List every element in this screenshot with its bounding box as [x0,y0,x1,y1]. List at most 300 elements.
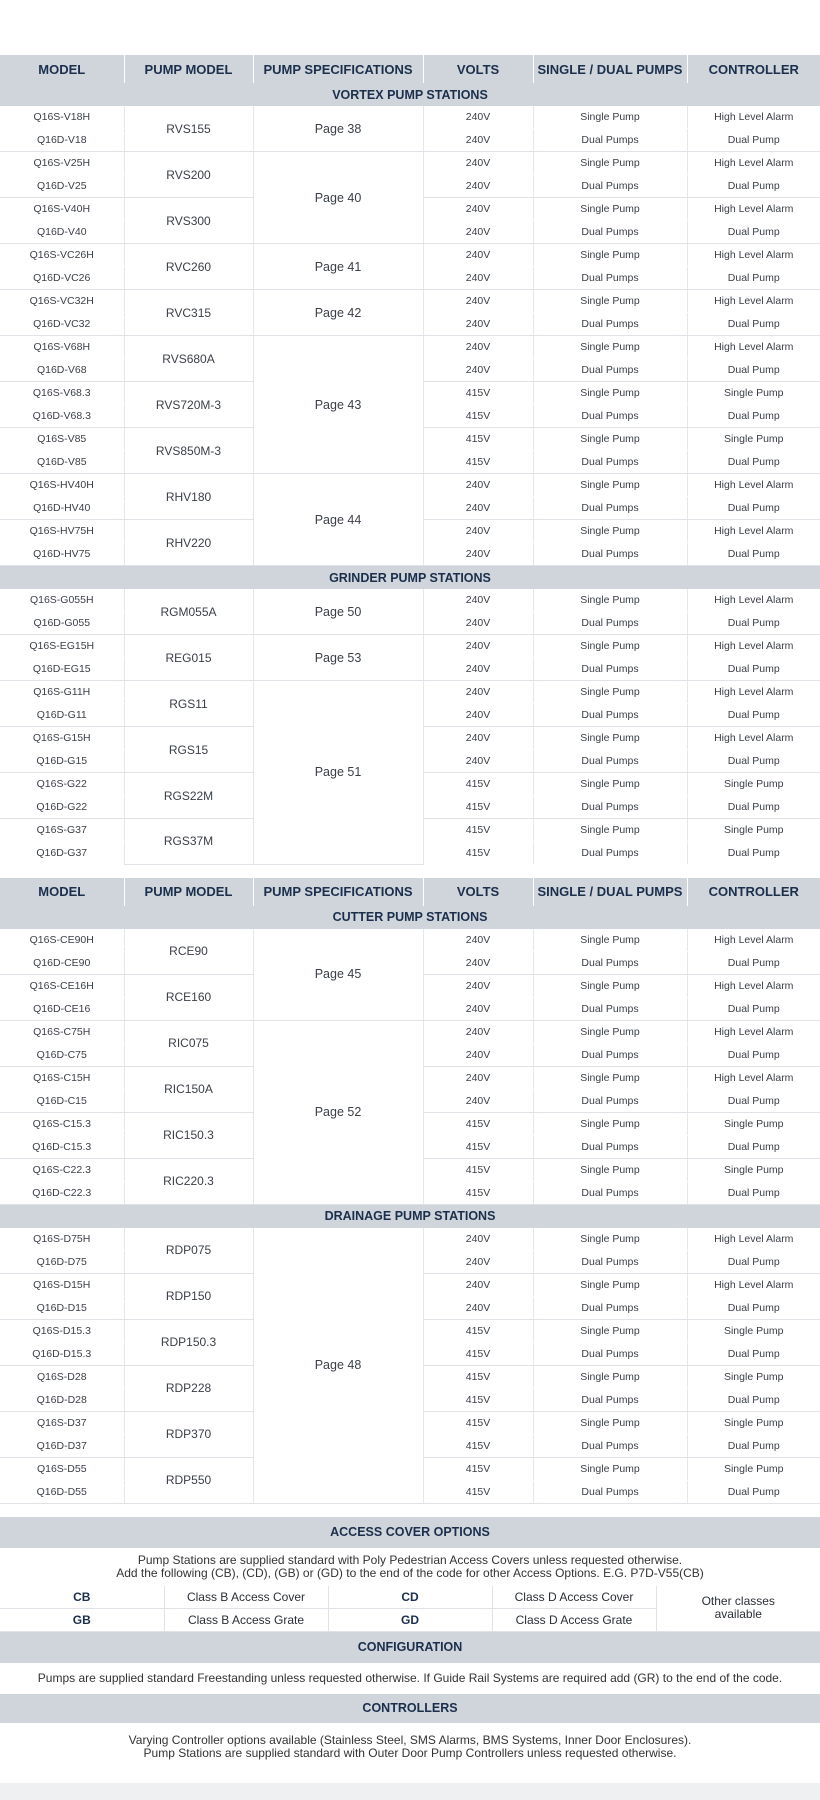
pumps-cell: Single Pump [533,1112,687,1135]
pump-model-cell: RDP550 [124,1457,253,1503]
pump-model-cell: RIC150A [124,1066,253,1112]
table-row [0,929,820,952]
pump-model-cell: RDP150.3 [124,1319,253,1365]
volts-cell: 415V [423,1434,533,1457]
controller-cell: Dual Pump [687,543,820,566]
model-cell: Q16D-V25 [0,175,124,198]
pumps-cell: Single Pump [533,589,687,612]
model-cell: Q16S-C22.3 [0,1158,124,1181]
model-cell: Q16S-G11H [0,681,124,704]
controller-cell: High Level Alarm [687,635,820,658]
model-cell: Q16D-VC26 [0,267,124,290]
volts-cell: 240V [423,175,533,198]
model-cell: Q16S-V68H [0,336,124,359]
access-row [0,1586,820,1609]
controller-cell: Single Pump [687,1457,820,1480]
pump-model-cell: RHV180 [124,474,253,520]
pump-model-cell: RGS37M [124,819,253,865]
pump-model-cell: RGS11 [124,681,253,727]
pump-table-a [0,55,820,865]
model-cell: Q16D-VC32 [0,313,124,336]
model-cell: Q16S-V25H [0,152,124,175]
controller-cell: High Level Alarm [687,244,820,267]
controller-cell: Dual Pump [687,1480,820,1503]
controller-cell: High Level Alarm [687,520,820,543]
col-header-controller: CONTROLLER [687,55,820,83]
pumps-cell: Dual Pumps [533,842,687,865]
controller-cell: Dual Pump [687,704,820,727]
pumps-cell: Single Pump [533,336,687,359]
pumps-cell: Single Pump [533,382,687,405]
model-cell: Q16S-V68.3 [0,382,124,405]
volts-cell: 240V [423,152,533,175]
model-cell: Q16D-D15.3 [0,1342,124,1365]
controller-cell: High Level Alarm [687,336,820,359]
pumps-cell: Dual Pumps [533,451,687,474]
pump-model-cell: RDP228 [124,1365,253,1411]
model-cell: Q16D-C22.3 [0,1181,124,1204]
pump-model-cell: REG015 [124,635,253,681]
pumps-cell: Single Pump [533,1020,687,1043]
pumps-cell: Single Pump [533,106,687,129]
volts-cell: 240V [423,1043,533,1066]
pumps-cell: Dual Pumps [533,543,687,566]
pump-model-cell: RVS720M-3 [124,382,253,428]
pump-model-cell: RIC150.3 [124,1112,253,1158]
section-row [0,906,820,929]
controller-cell: Dual Pump [687,313,820,336]
model-cell: Q16D-D55 [0,1480,124,1503]
col-header-pump-model: PUMP MODEL [124,55,253,83]
volts-cell: 415V [423,405,533,428]
volts-cell: 240V [423,681,533,704]
model-cell: Q16D-HV75 [0,543,124,566]
controller-cell: Single Pump [687,1319,820,1342]
pumps-cell: Dual Pumps [533,704,687,727]
pump-spec-page-cell: Page 41 [253,244,423,290]
pumps-cell: Dual Pumps [533,1181,687,1204]
pump-model-cell: RVS300 [124,198,253,244]
model-cell: Q16S-VC32H [0,290,124,313]
controllers-note-line-2: Pump Stations are supplied standard with Outer Door Pump Controllers unless requested otherwise. [143,1745,677,1760]
pumps-cell: Single Pump [533,152,687,175]
volts-cell: 415V [423,1457,533,1480]
pump-model-cell: RCE90 [124,929,253,975]
col-header-controller: CONTROLLER [687,878,820,906]
table-row [0,290,820,313]
model-cell: Q16S-HV75H [0,520,124,543]
model-cell: Q16S-G15H [0,727,124,750]
pumps-cell: Dual Pumps [533,951,687,974]
pump-spec-page-cell: Page 48 [253,1228,423,1504]
volts-cell: 240V [423,589,533,612]
volts-cell: 240V [423,635,533,658]
controllers-heading: CONTROLLERS [0,1694,820,1723]
model-cell: Q16S-V18H [0,106,124,129]
controller-cell: Dual Pump [687,1388,820,1411]
section-row [0,83,820,106]
model-cell: Q16D-V68 [0,359,124,382]
section-row [0,566,820,590]
model-cell: Q16S-EG15H [0,635,124,658]
access-code-gb: GB [0,1608,164,1631]
pump-model-cell: RVS200 [124,152,253,198]
pumps-cell: Single Pump [533,1457,687,1480]
access-label-cb: Class B Access Cover [164,1586,328,1609]
table-row [0,106,820,129]
pump-model-cell: RIC075 [124,1020,253,1066]
model-cell: Q16S-V85 [0,428,124,451]
pumps-cell: Dual Pumps [533,1089,687,1112]
table-b-body [0,906,820,1504]
pumps-cell: Single Pump [533,1319,687,1342]
volts-cell: 240V [423,929,533,952]
pumps-cell: Dual Pumps [533,267,687,290]
volts-cell: 415V [423,428,533,451]
pumps-cell: Dual Pumps [533,1296,687,1319]
volts-cell: 415V [423,1480,533,1503]
pumps-cell: Dual Pumps [533,1388,687,1411]
table-row [0,589,820,612]
pumps-cell: Single Pump [533,1411,687,1434]
controller-cell: Dual Pump [687,1135,820,1158]
pump-model-cell: RGS15 [124,727,253,773]
volts-cell: 415V [423,796,533,819]
table-row [0,336,820,359]
model-cell: Q16D-G15 [0,750,124,773]
pumps-cell: Single Pump [533,773,687,796]
pump-model-cell: RGM055A [124,589,253,635]
col-header-pump-specifications: PUMP SPECIFICATIONS [253,878,423,906]
table-a-body [0,83,820,864]
access-label-gb: Class B Access Grate [164,1608,328,1631]
col-header-volts: VOLTS [423,55,533,83]
pumps-cell: Single Pump [533,974,687,997]
controller-cell: Dual Pump [687,1434,820,1457]
volts-cell: 240V [423,313,533,336]
section-row [0,1204,820,1228]
pumps-cell: Single Pump [533,635,687,658]
controller-cell: High Level Alarm [687,1066,820,1089]
model-cell: Q16S-D75H [0,1228,124,1251]
model-cell: Q16D-C15.3 [0,1135,124,1158]
controller-cell: Single Pump [687,1411,820,1434]
pumps-cell: Single Pump [533,474,687,497]
model-cell: Q16D-CE90 [0,951,124,974]
controller-cell: Dual Pump [687,221,820,244]
pump-spec-page-cell: Page 52 [253,1020,423,1204]
volts-cell: 415V [423,819,533,842]
table-row [0,1228,820,1251]
volts-cell: 240V [423,1296,533,1319]
controller-cell: High Level Alarm [687,974,820,997]
section-title: GRINDER PUMP STATIONS [0,566,820,590]
controller-cell: High Level Alarm [687,290,820,313]
model-cell: Q16D-D75 [0,1250,124,1273]
volts-cell: 240V [423,290,533,313]
table-row [0,474,820,497]
pumps-cell: Single Pump [533,198,687,221]
model-cell: Q16S-CE90H [0,929,124,952]
controller-cell: Single Pump [687,819,820,842]
controller-cell: Dual Pump [727,847,780,859]
pumps-cell: Dual Pumps [533,796,687,819]
controller-cell: High Level Alarm [687,152,820,175]
table-row [0,635,820,658]
model-cell: Q16D-V68.3 [0,405,124,428]
pumps-cell: Single Pump [533,1273,687,1296]
access-code-cb: CB [0,1586,164,1609]
model-cell: Q16D-D15 [0,1296,124,1319]
pump-spec-page-cell: Page 44 [253,474,423,566]
table-row [0,1020,820,1043]
model-cell: Q16D-C75 [0,1043,124,1066]
volts-cell: 240V [423,520,533,543]
controller-cell: Dual Pump [687,612,820,635]
controller-cell: Dual Pump [687,405,820,428]
volts-cell: 240V [423,267,533,290]
section-title: DRAINAGE PUMP STATIONS [0,1204,820,1228]
volts-cell: 240V [423,497,533,520]
pumps-cell: Dual Pumps [533,658,687,681]
top-margin [0,0,820,55]
volts-cell: 240V [423,727,533,750]
controller-cell: Dual Pump [687,1250,820,1273]
model-cell: Q16S-D55 [0,1457,124,1480]
volts-cell: 240V [423,951,533,974]
access-label-gd: Class D Access Grate [492,1608,656,1631]
model-cell: Q16S-D15H [0,1273,124,1296]
model-cell: Q16S-G22 [0,773,124,796]
pump-spec-page-cell: Page 38 [253,106,423,152]
controller-cell: High Level Alarm [687,198,820,221]
controller-cell: Dual Pump [687,359,820,382]
pumps-cell: Dual Pumps [533,1135,687,1158]
pumps-cell: Single Pump [533,819,687,842]
model-cell: Q16S-V40H [0,198,124,221]
pumps-cell: Dual Pumps [533,359,687,382]
volts-cell: 240V [423,359,533,382]
pump-model-cell: RDP075 [124,1228,253,1274]
pump-spec-page-cell: Page 42 [253,290,423,336]
controller-cell: Dual Pump [687,997,820,1020]
pumps-cell: Single Pump [533,681,687,704]
volts-cell: 240V [423,336,533,359]
column-header-row [0,878,820,906]
controller-cell: High Level Alarm [687,929,820,952]
volts-cell: 415V [423,1365,533,1388]
model-cell: Q16S-C75H [0,1020,124,1043]
volts-cell: 240V [423,1273,533,1296]
access-cover-options-heading: ACCESS COVER OPTIONS [0,1517,820,1548]
pumps-cell: Single Pump [533,1158,687,1181]
col-header-pump-model: PUMP MODEL [124,878,253,906]
configuration-note: Pumps are supplied standard Freestanding unless requested otherwise. If Guide Rail Systems are required add (GR) to the end of the code. [37,1670,783,1685]
pumps-cell: Dual Pumps [533,1480,687,1503]
spacer [0,1723,820,1734]
column-header-row [0,55,820,83]
volts-cell: 415V [423,773,533,796]
model-cell: Q16S-VC26H [0,244,124,267]
model-cell: Q16S-D37 [0,1411,124,1434]
model-cell: Q16D-CE16 [0,997,124,1020]
volts-cell: 240V [423,1020,533,1043]
controller-cell: High Level Alarm [687,681,820,704]
controller-cell: Dual Pump [687,267,820,290]
pumps-cell: Dual Pumps [533,129,687,152]
pump-model-cell: RVS680A [124,336,253,382]
model-cell: Q16D-D28 [0,1388,124,1411]
model-cell: Q16S-C15H [0,1066,124,1089]
section-title: VORTEX PUMP STATIONS [0,83,820,106]
model-cell: Q16D-G11 [0,704,124,727]
pump-spec-page-cell: Page 45 [253,929,423,1021]
model-cell: Q16D-C15 [0,1089,124,1112]
volts-cell: 240V [423,997,533,1020]
volts-cell: 415V [423,1112,533,1135]
pump-model-cell: RVS155 [124,106,253,152]
controller-cell: Dual Pump [687,175,820,198]
controller-cell: High Level Alarm [687,1020,820,1043]
model-cell: Q16S-HV40H [0,474,124,497]
page-bottom-edge [0,1783,820,1800]
volts-cell: 240V [423,704,533,727]
volts-cell: 240V [423,198,533,221]
other-classes-line-2: available [714,1607,762,1621]
controller-cell: Single Pump [687,428,820,451]
controller-cell: Dual Pump [687,451,820,474]
controller-cell: Dual Pump [687,1043,820,1066]
pump-model-cell: RCE160 [124,974,253,1020]
volts-cell: 240V [423,244,533,267]
controller-cell: Dual Pump [687,1296,820,1319]
model-cell: Q16S-G055H [0,589,124,612]
controller-cell: Dual Pump [687,658,820,681]
model-cell: Q16D-HV40 [0,497,124,520]
pump-model-cell: RIC220.3 [124,1158,253,1204]
controller-cell: Dual Pump [687,951,820,974]
volts-cell: 240V [423,129,533,152]
access-label-cd: Class D Access Cover [492,1586,656,1609]
access-class-table [0,1586,820,1632]
volts-cell: 240V [423,1228,533,1251]
controller-cell: Single Pump [687,773,820,796]
section-title: CUTTER PUMP STATIONS [0,906,820,929]
col-header-model: MODEL [0,55,124,83]
controller-cell: High Level Alarm [687,474,820,497]
col-header-pump-specifications: PUMP SPECIFICATIONS [253,55,423,83]
model-cell: Q16D-V85 [0,451,124,474]
col-header-single-dual-pumps: SINGLE / DUAL PUMPS [533,878,687,906]
pump-model-cell: RVS850M-3 [124,428,253,474]
controller-cell: Dual Pump [687,497,820,520]
controller-cell: Single Pump [687,382,820,405]
model-cell: Q16S-G37 [0,819,124,842]
controller-cell: Dual Pump [687,750,820,773]
volts-cell: 240V [423,1250,533,1273]
other-classes-note [656,1586,820,1632]
model-cell: Q16S-D15.3 [0,1319,124,1342]
volts-cell: 415V [423,1319,533,1342]
controller-cell: Dual Pump [687,1181,820,1204]
volts-cell: 415V [423,1158,533,1181]
section-gap [0,865,820,878]
controllers-note-line-1: Varying Controller options available (Stainless Steel, SMS Alarms, BMS Systems, Inner Door Enclosures). [128,1732,692,1747]
model-cell: Q16D-G055 [0,612,124,635]
controller-cell: Single Pump [687,1365,820,1388]
volts-cell: 240V [423,1066,533,1089]
col-header-single-dual-pumps: SINGLE / DUAL PUMPS [533,55,687,83]
model-cell: Q16D-EG15 [0,658,124,681]
pump-model-cell: RDP150 [124,1273,253,1319]
pumps-cell: Single Pump [533,428,687,451]
pumps-cell: Dual Pumps [533,997,687,1020]
pump-spec-page-cell: Page 40 [253,152,423,244]
volts-cell: 415V [423,842,533,865]
pumps-cell: Dual Pumps [533,497,687,520]
pumps-cell: Single Pump [533,1228,687,1251]
volts-cell: 415V [423,1388,533,1411]
pump-model-cell: RDP370 [124,1411,253,1457]
controller-cell: Dual Pump [687,796,820,819]
volts-cell: 240V [423,612,533,635]
pumps-cell: Single Pump [533,1365,687,1388]
controller-cell: High Level Alarm [687,1273,820,1296]
access-note-line-2: Add the following (CB), (CD), (GB) or (GD) to the end of the code for other Access Options. E.G. P7D-V55(CB) [116,1565,704,1580]
model-cell: Q16D-G22 [0,796,124,819]
pumps-cell: Dual Pumps [533,1250,687,1273]
other-classes-line-1: Other classes [701,1594,775,1608]
pumps-cell: Single Pump [533,929,687,952]
volts-cell: 415V [423,382,533,405]
pumps-cell: Dual Pumps [533,750,687,773]
volts-cell: 415V [423,1342,533,1365]
model-cell: Q16D-D37 [0,1434,124,1457]
pumps-cell: Dual Pumps [533,1434,687,1457]
pumps-cell: Dual Pumps [533,175,687,198]
pumps-cell: Dual Pumps [533,612,687,635]
volts-cell: 240V [423,106,533,129]
col-header-model: MODEL [0,878,124,906]
access-note-line-1: Pump Stations are supplied standard with Poly Pedestrian Access Covers unless requested otherwise. [137,1552,683,1567]
volts-cell: 240V [423,658,533,681]
pumps-cell: Dual Pumps [533,313,687,336]
controller-cell: High Level Alarm [687,727,820,750]
table-row [0,681,820,704]
volts-cell: 415V [423,1411,533,1434]
pumps-cell: Single Pump [533,520,687,543]
table-row [0,152,820,175]
controller-cell: High Level Alarm [687,1228,820,1251]
controller-cell: Dual Pump [687,129,820,152]
pumps-cell: Single Pump [533,244,687,267]
access-code-gd: GD [328,1608,492,1631]
model-cell: Q16D-V18 [0,129,124,152]
pump-model-cell: RHV220 [124,520,253,566]
controller-cell: Single Pump [687,1158,820,1181]
configuration-heading: CONFIGURATION [0,1632,820,1663]
pumps-cell: Single Pump [533,1066,687,1089]
pump-spec-page-cell: Page 43 [253,336,423,474]
pumps-cell: Dual Pumps [533,221,687,244]
model-cell: Q16S-C15.3 [0,1112,124,1135]
access-code-cd: CD [328,1586,492,1609]
volts-cell: 240V [423,750,533,773]
controller-cell: Dual Pump [687,1089,820,1112]
model-cell: Q16D-V40 [0,221,124,244]
table-row [0,244,820,267]
controller-cell: Single Pump [687,1112,820,1135]
